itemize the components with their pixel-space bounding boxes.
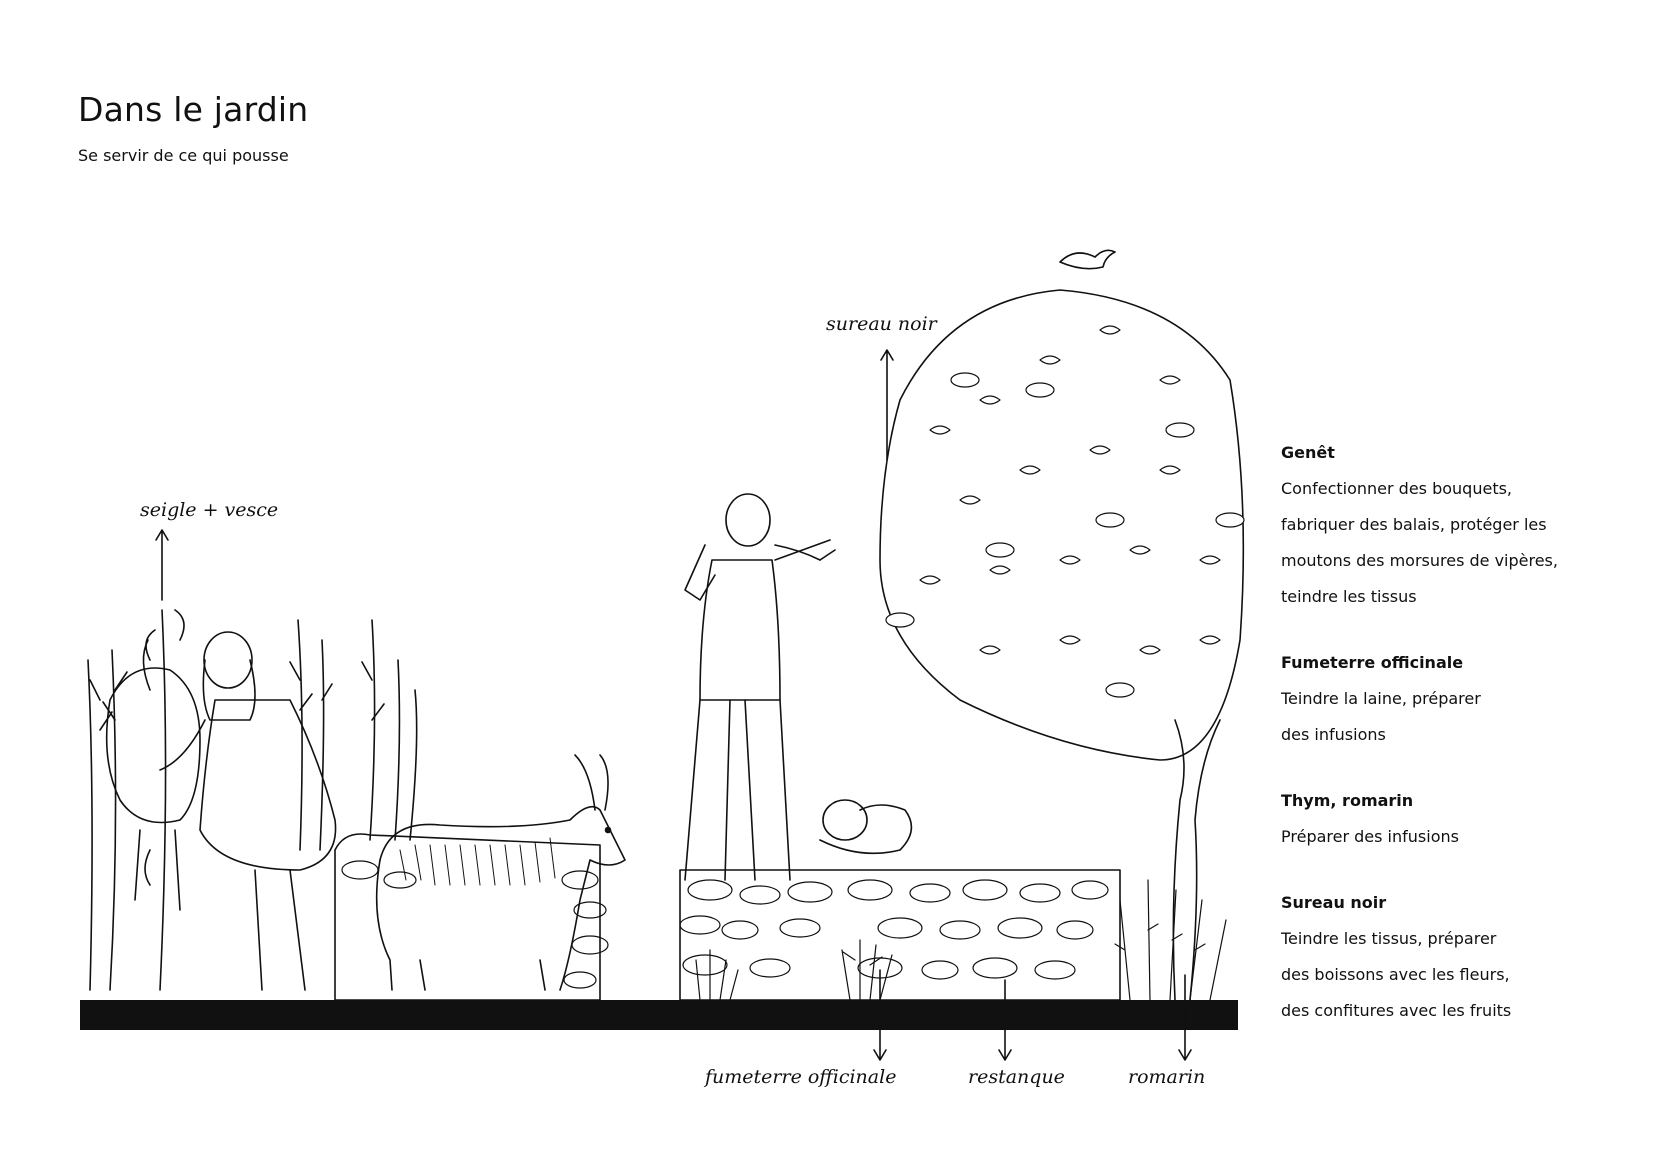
label-seigle-vesce: seigle + vesce bbox=[140, 499, 279, 521]
stone-wall bbox=[335, 834, 1120, 1000]
label-arrows bbox=[156, 350, 1191, 1060]
plant-use-line: fabriquer des balais, protéger les bbox=[1281, 515, 1547, 534]
label-restanque: restanque bbox=[968, 1066, 1065, 1088]
plant-name: Fumeterre officinale bbox=[1281, 653, 1464, 672]
arrow-sureau bbox=[881, 350, 893, 460]
plant-genet bbox=[1281, 435, 1631, 615]
label-fumeterre: fumeterre officinale bbox=[705, 1066, 897, 1088]
plant-use-line: des infusions bbox=[1281, 725, 1386, 744]
fumitory-plant bbox=[842, 940, 892, 1000]
rosemary-plant bbox=[1115, 880, 1226, 1000]
plant-use-line: des boissons avec les fleurs, bbox=[1281, 965, 1510, 984]
ground-strip bbox=[80, 1000, 1238, 1030]
plant-name: Sureau noir bbox=[1281, 893, 1387, 912]
label-romarin: romarin bbox=[1128, 1066, 1206, 1088]
plant-use-line: Confectionner des bouquets, bbox=[1281, 479, 1513, 498]
plant-use-line: Teindre la laine, préparer bbox=[1281, 689, 1481, 708]
person-crouching bbox=[820, 800, 911, 853]
plant-name: Thym, romarin bbox=[1281, 791, 1414, 810]
plant-use-line: Teindre les tissus, préparer bbox=[1281, 929, 1497, 948]
page-title: Dans le jardin bbox=[78, 90, 309, 129]
plant-use-line: des confitures avec les fruits bbox=[1281, 1001, 1512, 1020]
page-subtitle: Se servir de ce qui pousse bbox=[78, 146, 289, 165]
arrow-seigle bbox=[156, 530, 168, 600]
plant-fumeterre bbox=[1281, 645, 1631, 753]
plant-use-line: moutons des morsures de vipères, bbox=[1281, 551, 1558, 570]
plant-thym-romarin bbox=[1281, 783, 1631, 855]
label-sureau-noir: sureau noir bbox=[826, 313, 937, 335]
plant-use-line: teindre les tissus bbox=[1281, 587, 1417, 606]
person-standing bbox=[685, 494, 835, 880]
elder-tree bbox=[880, 250, 1244, 1000]
plant-uses-panel bbox=[1281, 435, 1631, 1059]
plant-use-line: Préparer des infusions bbox=[1281, 827, 1459, 846]
plant-name: Genêt bbox=[1281, 443, 1335, 462]
plant-sureau-noir bbox=[1281, 885, 1631, 1029]
